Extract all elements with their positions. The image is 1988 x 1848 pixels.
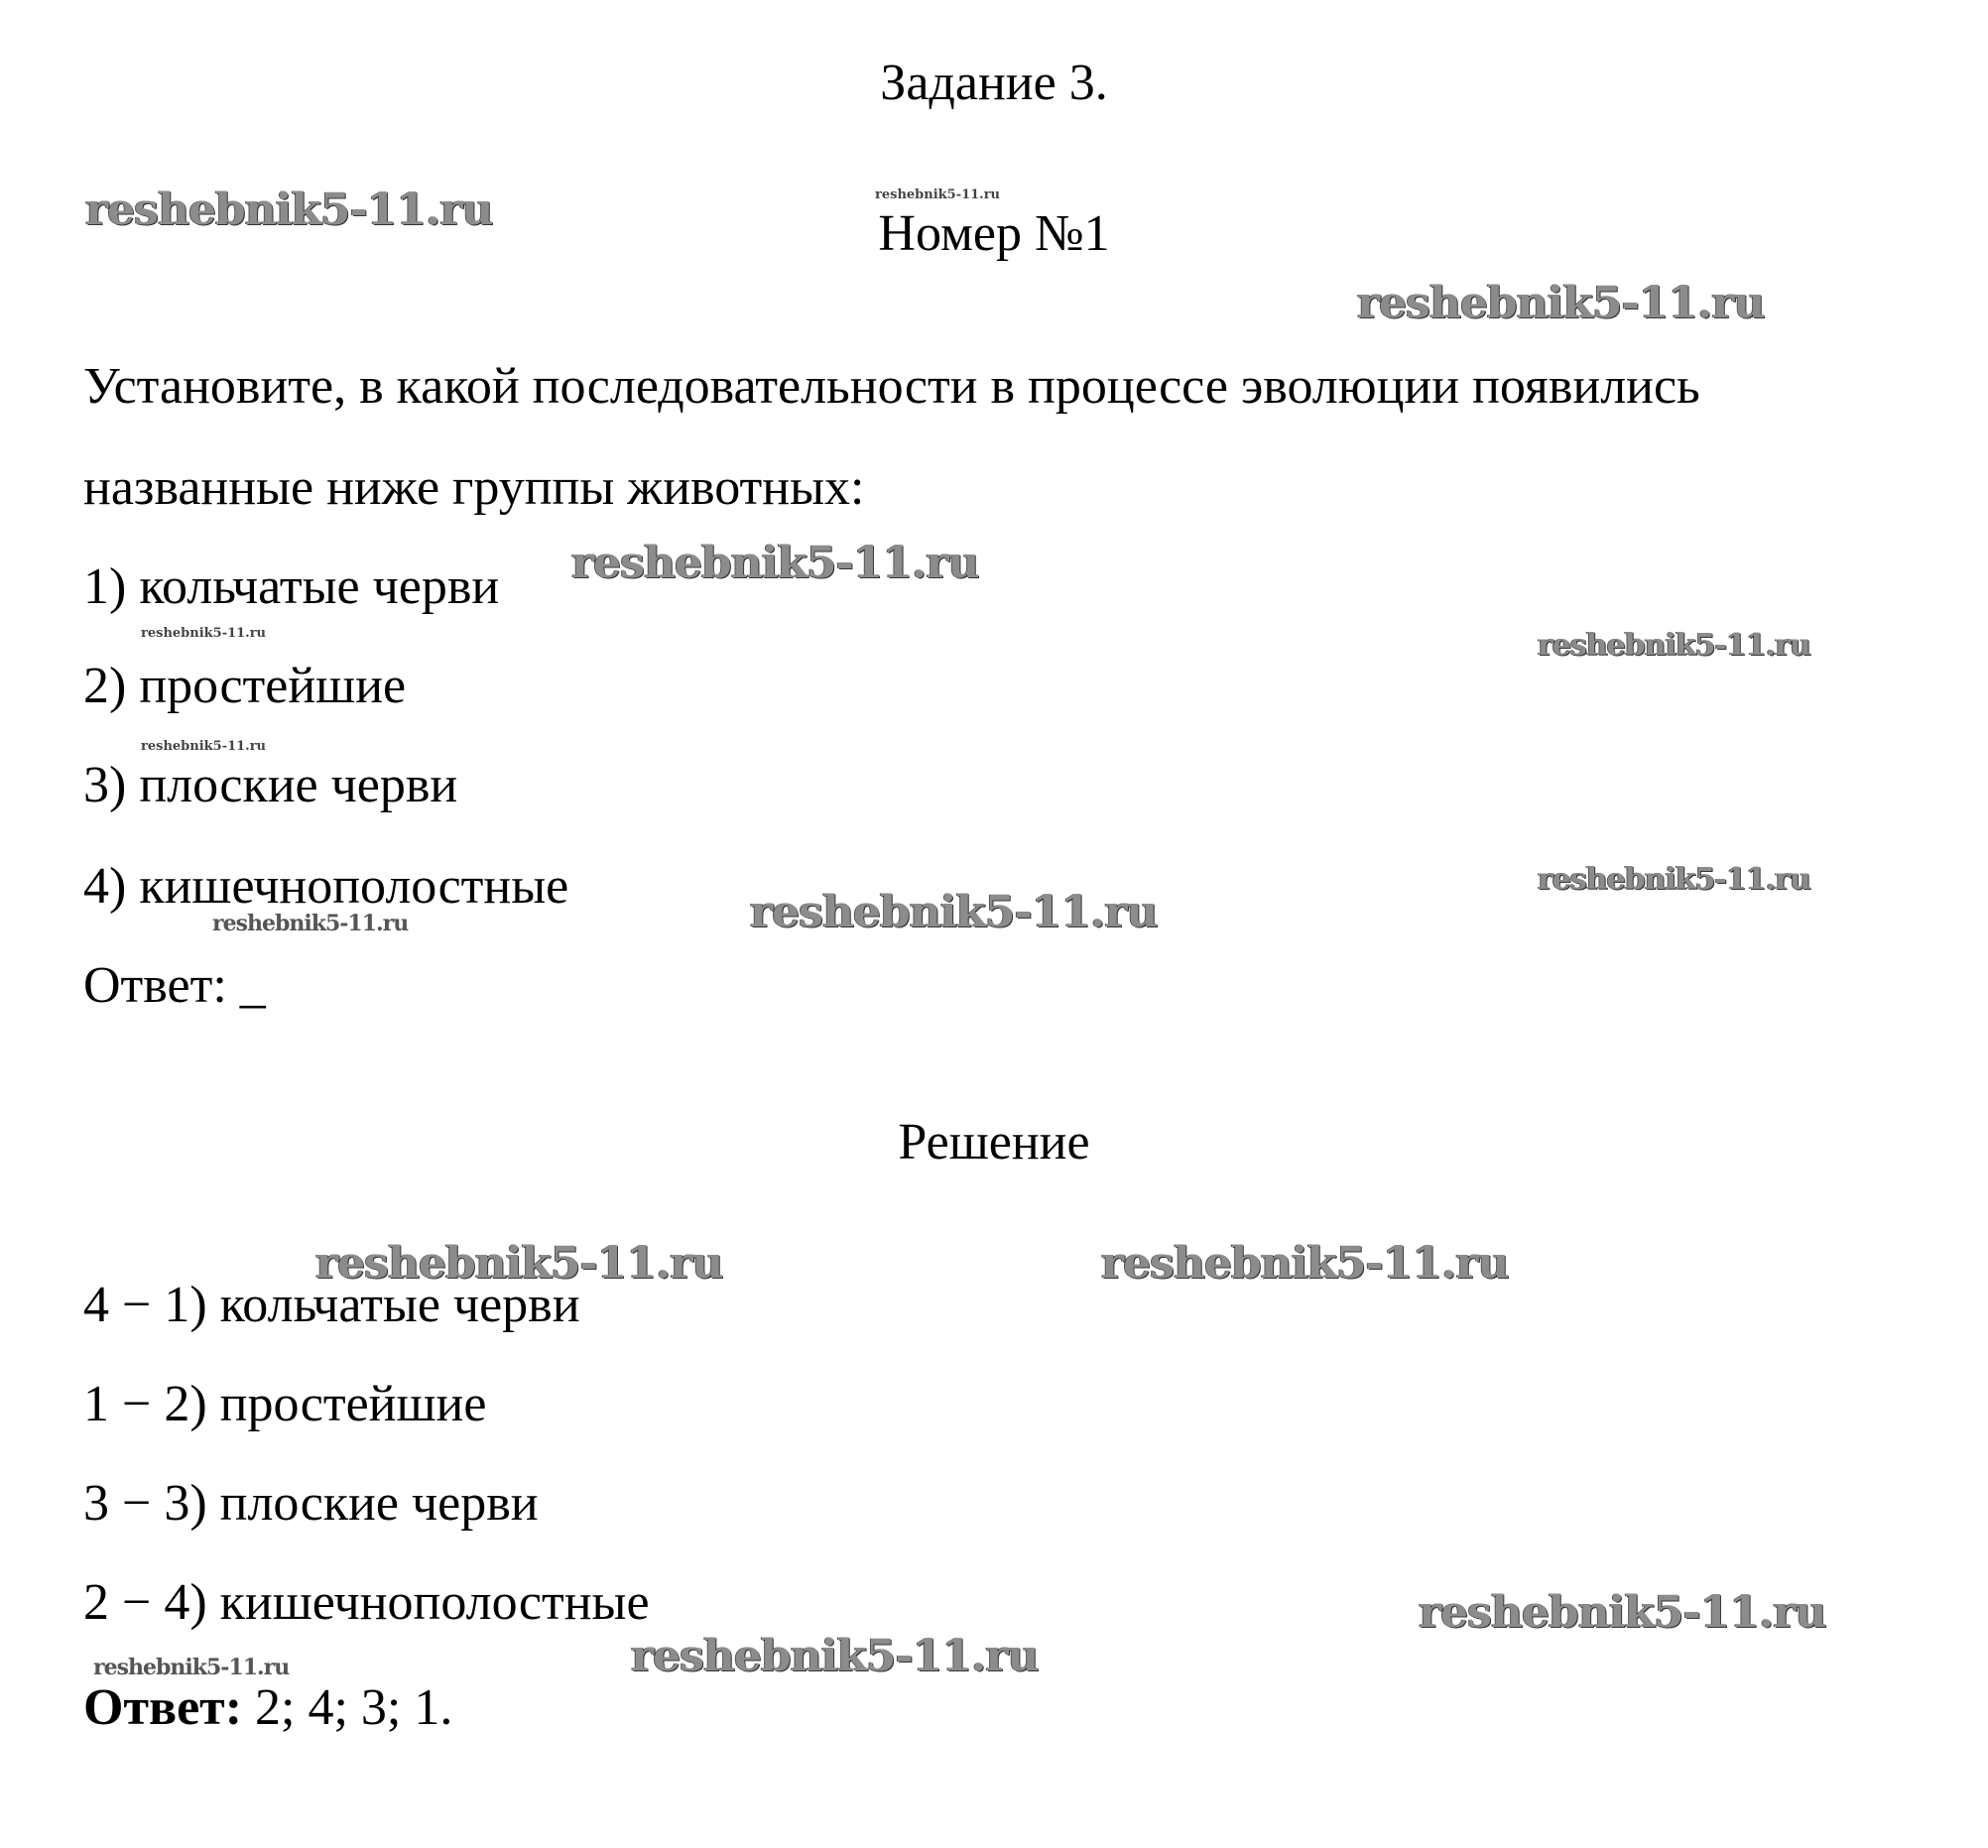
solution-item-3: 3 − 3) плоские черви	[83, 1475, 539, 1532]
watermark: reshebnik5-11.ru	[1538, 628, 1810, 663]
watermark: reshebnik5-11.ru	[750, 887, 1158, 937]
solution-heading: Решение	[898, 1114, 1090, 1170]
answer-prompt: Ответ: _	[83, 957, 266, 1014]
solution-item-2: 1 − 2) простейшие	[83, 1376, 487, 1432]
watermark: reshebnik5-11.ru	[1357, 278, 1765, 328]
watermark: reshebnik5-11.ru	[141, 739, 267, 754]
number-title: Номер №1	[878, 205, 1110, 262]
question-line-1: Установите, в какой последовательности в процессе эволюции появились	[83, 358, 1700, 415]
watermark: reshebnik5-11.ru	[571, 538, 979, 588]
final-answer-value: 2; 4; 3; 1.	[242, 1679, 453, 1736]
watermark: reshebnik5-11.ru	[93, 1655, 290, 1680]
watermark: reshebnik5-11.ru	[141, 626, 267, 641]
option-3: 3) плоские черви	[83, 757, 458, 813]
watermark: reshebnik5-11.ru	[1538, 862, 1810, 897]
watermark: reshebnik5-11.ru	[85, 185, 493, 235]
task-title: Задание 3.	[880, 55, 1108, 111]
watermark: reshebnik5-11.ru	[631, 1631, 1039, 1681]
watermark: reshebnik5-11.ru	[212, 911, 409, 936]
watermark: reshebnik5-11.ru	[315, 1238, 723, 1289]
option-1: 1) кольчатые черви	[83, 558, 500, 615]
watermark: reshebnik5-11.ru	[1101, 1238, 1509, 1289]
solution-item-1: 4 − 1) кольчатые черви	[83, 1277, 580, 1333]
option-2: 2) простейшие	[83, 658, 407, 714]
solution-item-4: 2 − 4) кишечнополостные	[83, 1574, 650, 1631]
final-answer	[83, 1679, 453, 1736]
watermark: reshebnik5-11.ru	[1419, 1587, 1826, 1638]
question-line-2: названные ниже группы животных:	[83, 459, 865, 516]
option-4: 4) кишечнополостные	[83, 858, 569, 915]
final-answer-label: Ответ:	[83, 1679, 243, 1736]
watermark: reshebnik5-11.ru	[875, 187, 1001, 202]
